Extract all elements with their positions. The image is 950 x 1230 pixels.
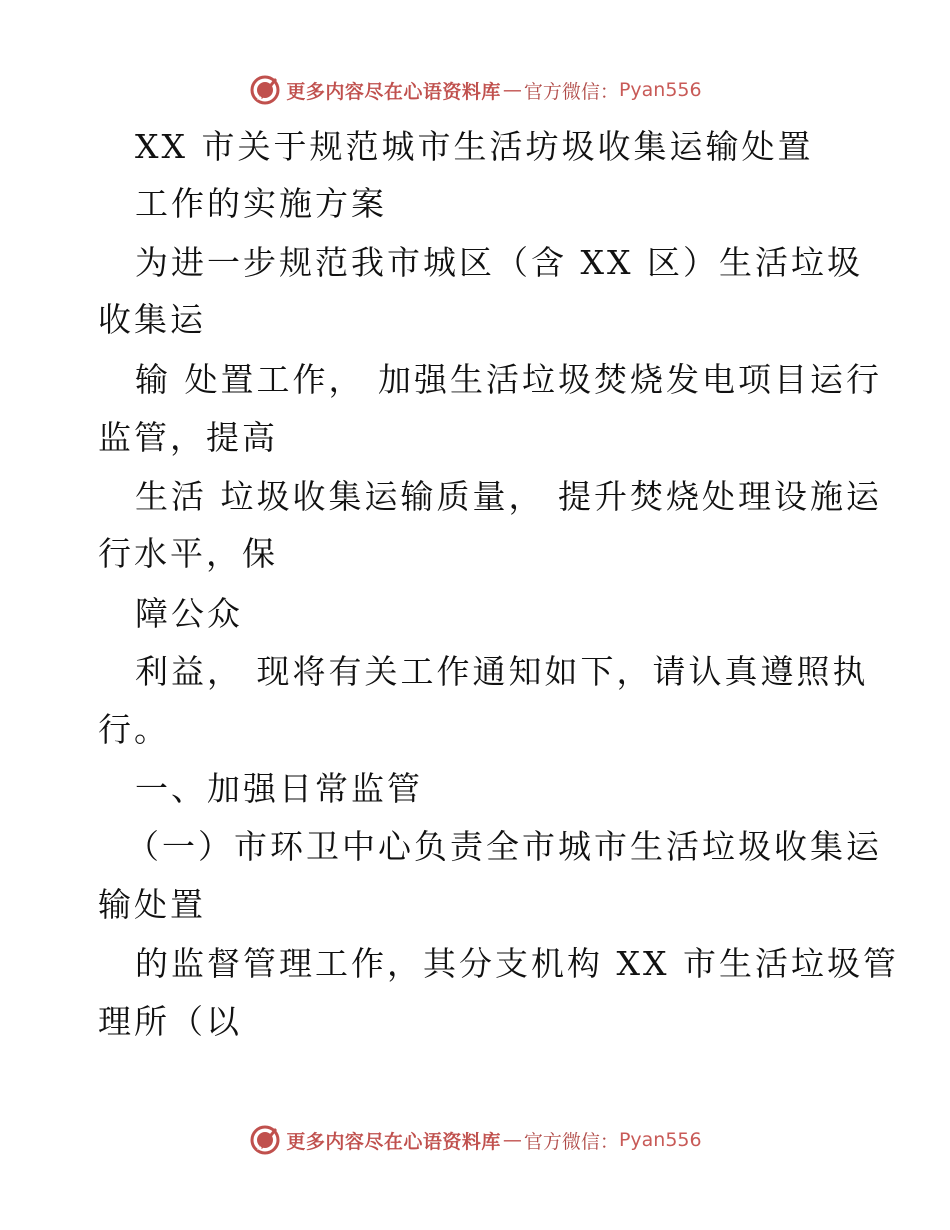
quill-logo-icon bbox=[248, 1123, 282, 1157]
paragraph-line: 障公众 bbox=[135, 594, 243, 633]
watermark-dash: — bbox=[502, 1129, 522, 1151]
watermark-label: 官方微信： bbox=[523, 1130, 619, 1153]
paragraph-line: （一）市环卫中心负责全市城市生活垃圾收集运 bbox=[126, 827, 882, 866]
section-heading: 一、加强日常监管 bbox=[135, 769, 423, 808]
paragraph-line: 为进一步规范我市城区（含 XX 区）生活垃圾 bbox=[135, 243, 863, 282]
watermark-text: 更多内容尽在心语资料库 bbox=[286, 80, 501, 103]
quill-logo-icon bbox=[248, 73, 282, 107]
paragraph-line: 理所（以 bbox=[98, 1002, 242, 1041]
paragraph-line: 输处置 bbox=[98, 885, 206, 924]
watermark-wechat-id: Pyan556 bbox=[618, 1129, 702, 1151]
paragraph-line: 生活 垃圾收集运输质量， 提升焚烧处理设施运 bbox=[135, 477, 882, 516]
watermark-footer bbox=[0, 1120, 950, 1160]
paragraph-line: 行水平，保 bbox=[98, 534, 278, 573]
paragraph-line: 监管，提高 bbox=[98, 418, 278, 457]
document-title-line-1: XX 市关于规范城市生活坊圾收集运输处置 bbox=[135, 127, 814, 166]
watermark-text: 更多内容尽在心语资料库 bbox=[286, 1130, 501, 1153]
document-title-line-2: 工作的实施方案 bbox=[135, 184, 387, 223]
watermark-dash: — bbox=[502, 79, 522, 101]
paragraph-line: 行。 bbox=[98, 710, 170, 749]
watermark-label: 官方微信： bbox=[523, 80, 619, 103]
watermark-wechat-id: Pyan556 bbox=[618, 79, 702, 101]
paragraph-line: 收集运 bbox=[98, 300, 206, 339]
paragraph-line: 的监督管理工作，其分支机构 XX 市生活垃圾管 bbox=[135, 944, 899, 983]
paragraph-line: 利益， 现将有关工作通知如下，请认真遵照执 bbox=[135, 652, 869, 691]
watermark-header bbox=[0, 70, 950, 110]
paragraph-line: 输 处置工作， 加强生活垃圾焚烧发电项目运行 bbox=[135, 360, 882, 399]
